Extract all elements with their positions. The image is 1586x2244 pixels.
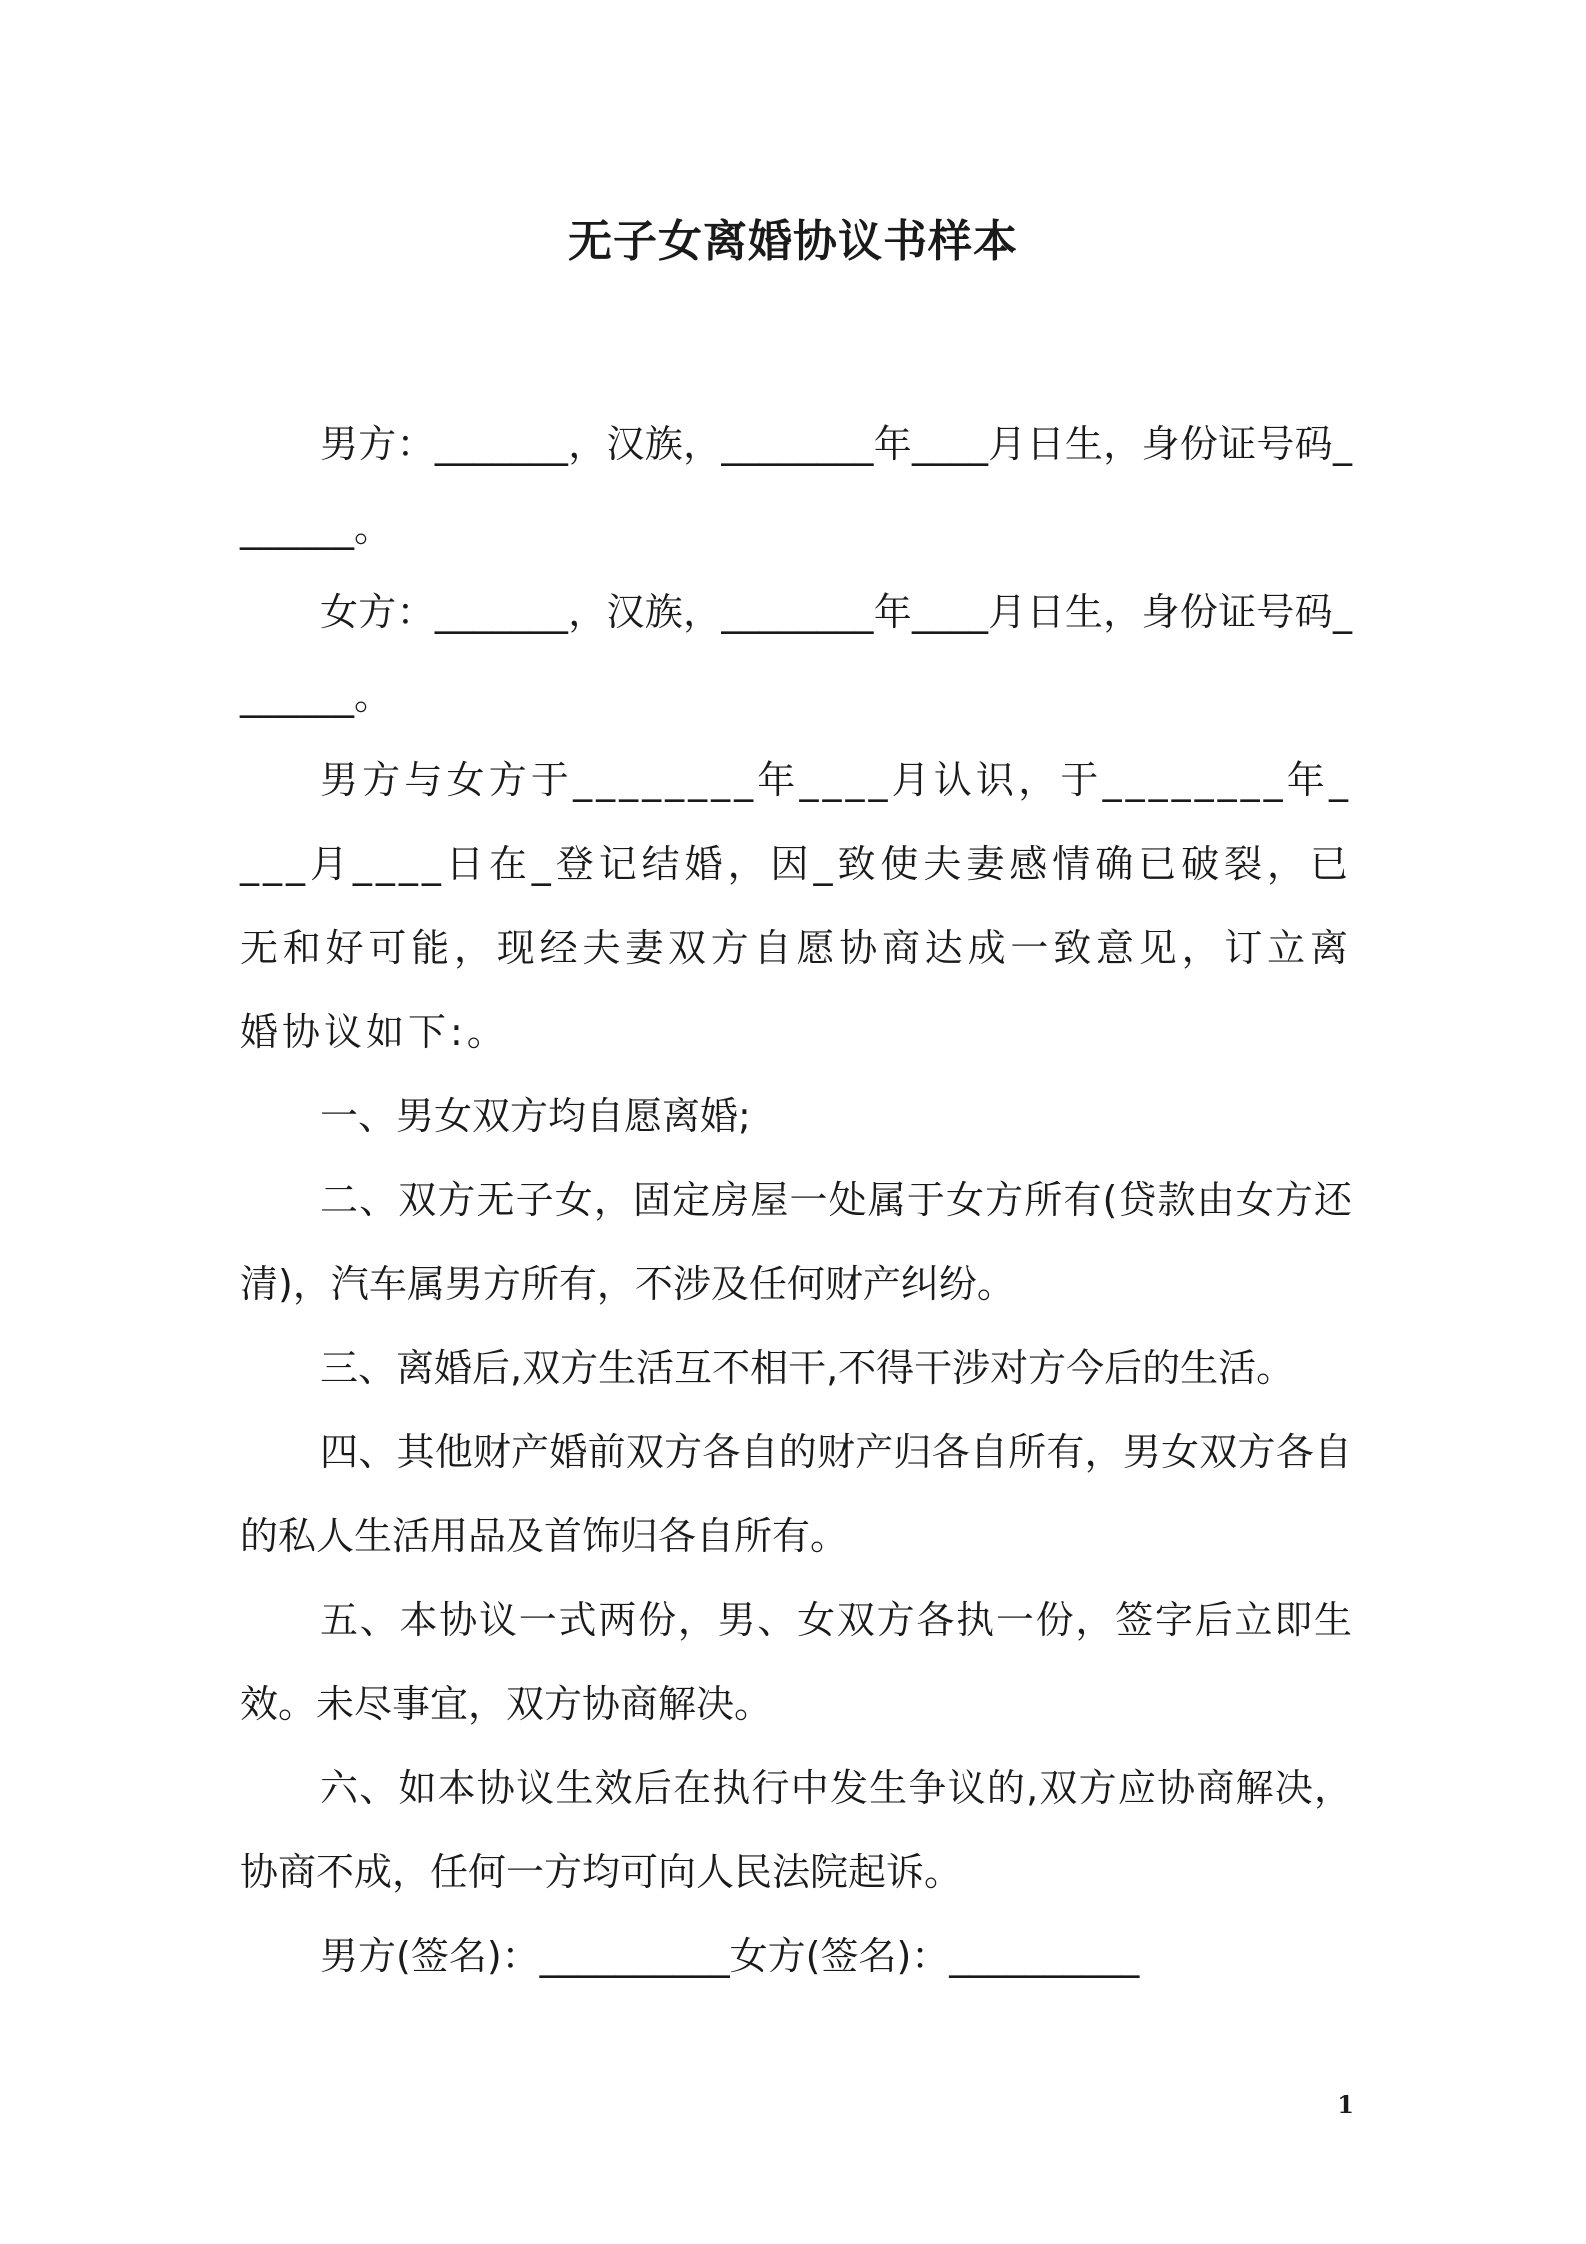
paragraph-female-party: 女方：_______，汉族，________年____月日生，身份证号码_______。: [240, 590, 1352, 718]
clause-3: 三、离婚后,双方生活互不相干,不得干涉对方今后的生活。: [320, 1346, 1295, 1390]
document-body: [240, 402, 1352, 1998]
paragraph-marriage-background: 男方与女方于________年____月认识，于________年____月____日在_登记结婚，因_致使夫妻感情确已破裂，已无和好可能，现经夫妻双方自愿协商达成一致意见，订立离婚协议如下:。: [240, 758, 1352, 1054]
clause-5: 五、本协议一式两份，男、女双方各执一份，签字后立即生效。未尽事宜，双方协商解决。: [240, 1598, 1352, 1726]
clause-6: 六、如本协议生效后在执行中发生争议的,双方应协商解决，协商不成，任何一方均可向人民法院起诉。: [240, 1766, 1352, 1894]
page-number: 1: [1337, 2090, 1354, 2119]
signature-line: 男方(签名)：__________女方(签名)：__________: [320, 1934, 1140, 1978]
paragraph-male-party: 男方：_______，汉族，________年____月日生，身份证号码_______。: [240, 422, 1352, 550]
clause-4: 四、其他财产婚前双方各自的财产归各自所有，男女双方各自的私人生活用品及首饰归各自所有。: [240, 1430, 1352, 1558]
clause-1: 一、男女双方均自愿离婚;: [320, 1094, 751, 1138]
clause-2: 二、双方无子女，固定房屋一处属于女方所有(贷款由女方还清)，汽车属男方所有，不涉及任何财产纠纷。: [240, 1178, 1352, 1306]
document-title: 无子女离婚协议书样本: [568, 216, 1018, 267]
